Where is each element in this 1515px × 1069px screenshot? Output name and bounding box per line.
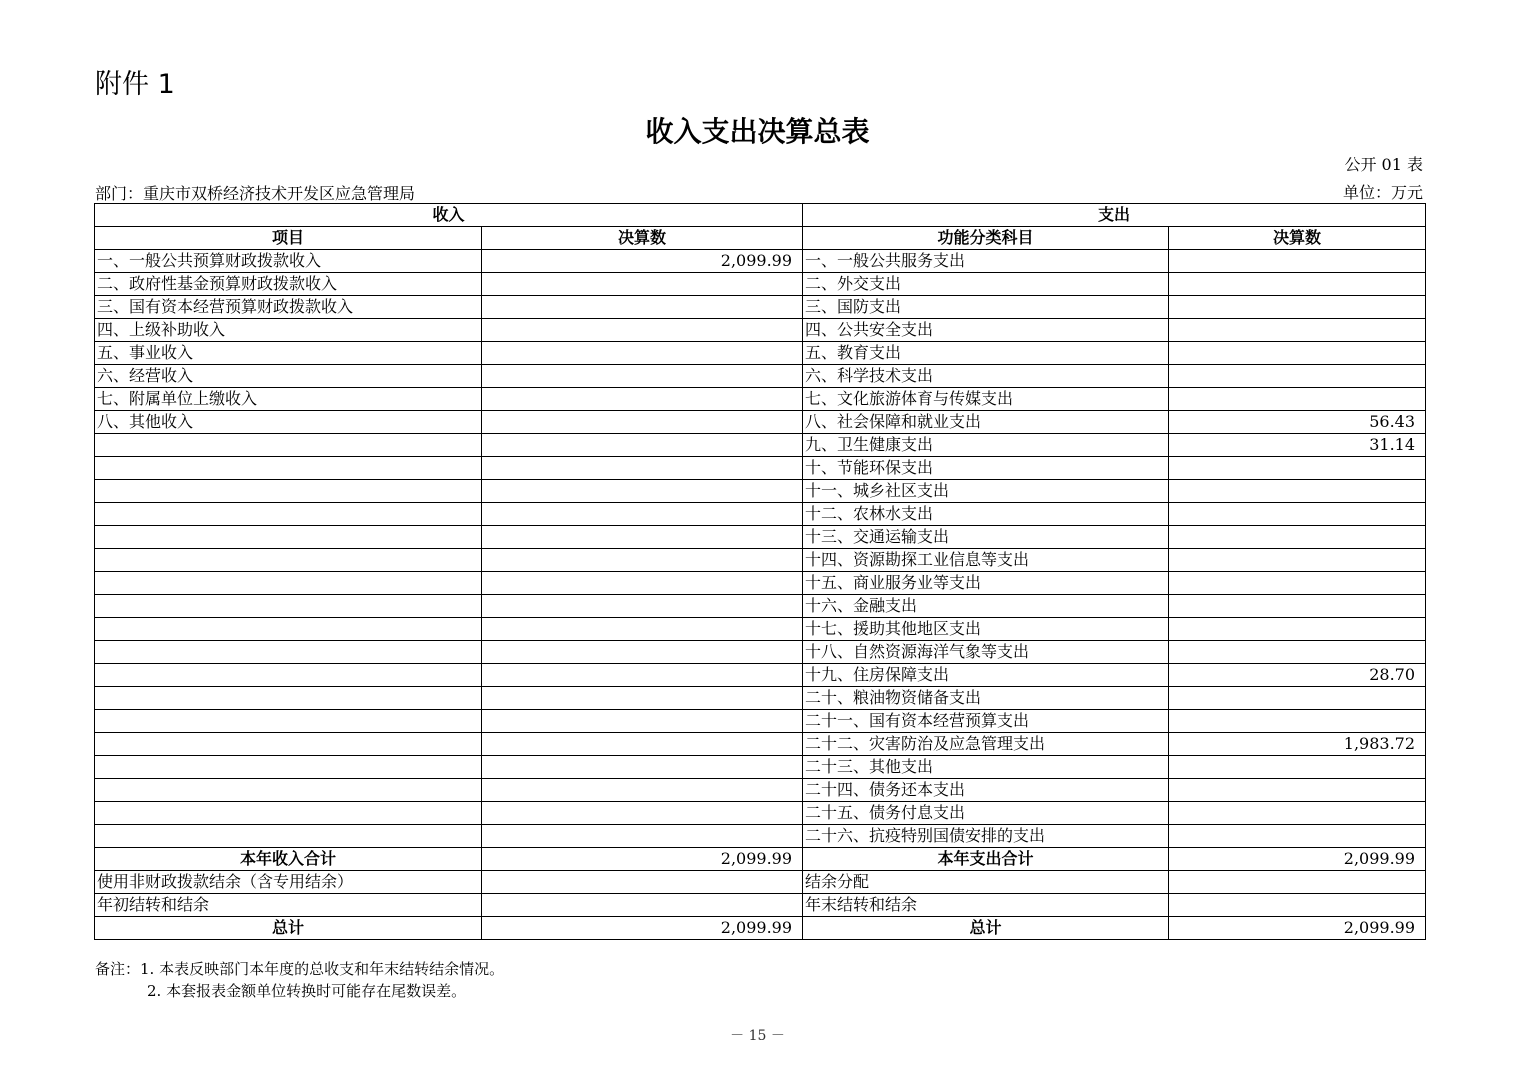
expense-amount-cell bbox=[1169, 319, 1426, 342]
income-amount-cell bbox=[482, 802, 803, 825]
beginning-balance-label: 年初结转和结余 bbox=[95, 894, 482, 917]
expense-amount-cell bbox=[1169, 825, 1426, 848]
expense-category-cell: 八、社会保障和就业支出 bbox=[803, 411, 1169, 434]
page-title: 收入支出决算总表 bbox=[645, 115, 870, 148]
income-amount-cell bbox=[482, 434, 803, 457]
table-row bbox=[95, 526, 1426, 549]
table-row bbox=[95, 342, 1426, 365]
table-row bbox=[95, 641, 1426, 664]
expense-category-cell: 一、一般公共服务支出 bbox=[803, 250, 1169, 273]
income-item-cell: 七、附属单位上缴收入 bbox=[95, 388, 482, 411]
col-header-amount: 决算数 bbox=[482, 227, 803, 250]
table-row bbox=[95, 618, 1426, 641]
income-item-cell bbox=[95, 595, 482, 618]
expense-amount-cell bbox=[1169, 250, 1426, 273]
income-amount-cell bbox=[482, 526, 803, 549]
income-item-cell: 三、国有资本经营预算财政拨款收入 bbox=[95, 296, 482, 319]
income-amount-cell bbox=[482, 687, 803, 710]
table-row bbox=[95, 894, 1426, 917]
income-item-cell bbox=[95, 526, 482, 549]
total-row-annual bbox=[95, 848, 1426, 871]
page-number: － 15 － bbox=[730, 1028, 785, 1044]
income-item-cell bbox=[95, 618, 482, 641]
column-header-row bbox=[95, 227, 1426, 250]
table-row bbox=[95, 710, 1426, 733]
expense-total-label: 本年支出合计 bbox=[803, 848, 1169, 871]
expense-category-cell: 二十一、国有资本经营预算支出 bbox=[803, 710, 1169, 733]
expense-amount-cell bbox=[1169, 756, 1426, 779]
table-row bbox=[95, 664, 1426, 687]
income-item-cell: 四、上级补助收入 bbox=[95, 319, 482, 342]
attachment-label: 附件 1 bbox=[95, 69, 175, 100]
expense-amount-cell: 56.43 bbox=[1169, 411, 1426, 434]
nonfiscal-balance-value bbox=[482, 871, 803, 894]
department-label: 部门：重庆市双桥经济技术开发区应急管理局 bbox=[95, 184, 416, 203]
table-row bbox=[95, 319, 1426, 342]
income-item-cell bbox=[95, 756, 482, 779]
income-amount-cell bbox=[482, 572, 803, 595]
table-row bbox=[95, 457, 1426, 480]
income-section-header: 收入 bbox=[95, 204, 803, 227]
income-amount-cell bbox=[482, 756, 803, 779]
income-item-cell bbox=[95, 549, 482, 572]
income-item-cell bbox=[95, 687, 482, 710]
table-row bbox=[95, 595, 1426, 618]
expense-category-cell: 二十二、灾害防治及应急管理支出 bbox=[803, 733, 1169, 756]
income-item-cell bbox=[95, 572, 482, 595]
income-amount-cell bbox=[482, 480, 803, 503]
income-total-value: 2,099.99 bbox=[482, 848, 803, 871]
income-amount-cell bbox=[482, 618, 803, 641]
expense-category-cell: 七、文化旅游体育与传媒支出 bbox=[803, 388, 1169, 411]
table-row bbox=[95, 273, 1426, 296]
expense-amount-cell bbox=[1169, 342, 1426, 365]
expense-grand-total-value: 2,099.99 bbox=[1169, 917, 1426, 940]
expense-category-cell: 五、教育支出 bbox=[803, 342, 1169, 365]
expense-amount-cell bbox=[1169, 457, 1426, 480]
expense-amount-cell: 31.14 bbox=[1169, 434, 1426, 457]
income-item-cell: 二、政府性基金预算财政拨款收入 bbox=[95, 273, 482, 296]
expense-amount-cell bbox=[1169, 388, 1426, 411]
table-row bbox=[95, 825, 1426, 848]
expense-category-cell: 六、科学技术支出 bbox=[803, 365, 1169, 388]
income-item-cell: 五、事业收入 bbox=[95, 342, 482, 365]
expense-amount-cell bbox=[1169, 365, 1426, 388]
table-row bbox=[95, 365, 1426, 388]
income-item-cell bbox=[95, 664, 482, 687]
expense-amount-cell: 28.70 bbox=[1169, 664, 1426, 687]
expense-category-cell: 十、节能环保支出 bbox=[803, 457, 1169, 480]
income-amount-cell bbox=[482, 595, 803, 618]
grand-total-row bbox=[95, 917, 1426, 940]
expense-category-cell: 二十六、抗疫特别国债安排的支出 bbox=[803, 825, 1169, 848]
expense-amount-cell bbox=[1169, 572, 1426, 595]
income-amount-cell bbox=[482, 457, 803, 480]
expense-category-cell: 二、外交支出 bbox=[803, 273, 1169, 296]
income-amount-cell bbox=[482, 319, 803, 342]
income-amount-cell bbox=[482, 733, 803, 756]
expense-category-cell: 二十五、债务付息支出 bbox=[803, 802, 1169, 825]
expense-grand-total-label: 总计 bbox=[803, 917, 1169, 940]
expense-category-cell: 十二、农林水支出 bbox=[803, 503, 1169, 526]
expense-amount-cell bbox=[1169, 687, 1426, 710]
expense-category-cell: 十八、自然资源海洋气象等支出 bbox=[803, 641, 1169, 664]
ending-balance-value bbox=[1169, 894, 1426, 917]
table-row bbox=[95, 802, 1426, 825]
table-row bbox=[95, 411, 1426, 434]
income-grand-total-value: 2,099.99 bbox=[482, 917, 803, 940]
nonfiscal-balance-label: 使用非财政拨款结余（含专用结余） bbox=[95, 871, 482, 894]
income-amount-cell bbox=[482, 641, 803, 664]
income-item-cell bbox=[95, 503, 482, 526]
expense-total-value: 2,099.99 bbox=[1169, 848, 1426, 871]
income-amount-cell bbox=[482, 664, 803, 687]
expense-category-cell: 四、公共安全支出 bbox=[803, 319, 1169, 342]
expense-amount-cell: 1,983.72 bbox=[1169, 733, 1426, 756]
income-item-cell bbox=[95, 733, 482, 756]
note-line-2: 2. 本套报表金额单位转换时可能存在尾数误差。 bbox=[147, 982, 467, 1000]
income-item-cell bbox=[95, 825, 482, 848]
table-number: 公开 01 表 bbox=[1344, 155, 1423, 174]
expense-amount-cell bbox=[1169, 779, 1426, 802]
table-row bbox=[95, 549, 1426, 572]
table-row bbox=[95, 779, 1426, 802]
table-row bbox=[95, 687, 1426, 710]
income-amount-cell bbox=[482, 779, 803, 802]
income-amount-cell bbox=[482, 825, 803, 848]
income-item-cell bbox=[95, 710, 482, 733]
expense-category-cell: 十九、住房保障支出 bbox=[803, 664, 1169, 687]
beginning-balance-value bbox=[482, 894, 803, 917]
balance-distribution-value bbox=[1169, 871, 1426, 894]
income-item-cell: 六、经营收入 bbox=[95, 365, 482, 388]
expense-amount-cell bbox=[1169, 802, 1426, 825]
section-header-row bbox=[95, 204, 1426, 227]
income-item-cell bbox=[95, 641, 482, 664]
balance-distribution-label: 结余分配 bbox=[803, 871, 1169, 894]
table-row bbox=[95, 572, 1426, 595]
expense-amount-cell bbox=[1169, 296, 1426, 319]
expense-category-cell: 十四、资源勘探工业信息等支出 bbox=[803, 549, 1169, 572]
income-expense-table bbox=[94, 203, 1426, 940]
col-header-item: 项目 bbox=[95, 227, 482, 250]
table-row bbox=[95, 388, 1426, 411]
income-total-label: 本年收入合计 bbox=[95, 848, 482, 871]
income-amount-cell bbox=[482, 411, 803, 434]
income-item-cell bbox=[95, 434, 482, 457]
expense-category-cell: 十五、商业服务业等支出 bbox=[803, 572, 1169, 595]
income-item-cell: 一、一般公共预算财政拨款收入 bbox=[95, 250, 482, 273]
income-item-cell bbox=[95, 802, 482, 825]
expense-amount-cell bbox=[1169, 710, 1426, 733]
table-row bbox=[95, 434, 1426, 457]
income-amount-cell bbox=[482, 549, 803, 572]
expense-category-cell: 十七、援助其他地区支出 bbox=[803, 618, 1169, 641]
income-amount-cell: 2,099.99 bbox=[482, 250, 803, 273]
col-header-amount-expense: 决算数 bbox=[1169, 227, 1426, 250]
expense-category-cell: 九、卫生健康支出 bbox=[803, 434, 1169, 457]
income-item-cell bbox=[95, 480, 482, 503]
income-amount-cell bbox=[482, 710, 803, 733]
expense-amount-cell bbox=[1169, 595, 1426, 618]
notes bbox=[95, 958, 504, 1002]
expense-amount-cell bbox=[1169, 273, 1426, 296]
expense-section-header: 支出 bbox=[803, 204, 1426, 227]
note-line-1: 备注：1. 本表反映部门本年度的总收支和年末结转结余情况。 bbox=[95, 960, 505, 978]
income-amount-cell bbox=[482, 273, 803, 296]
expense-amount-cell bbox=[1169, 480, 1426, 503]
expense-amount-cell bbox=[1169, 618, 1426, 641]
table-row bbox=[95, 733, 1426, 756]
income-amount-cell bbox=[482, 342, 803, 365]
expense-category-cell: 十一、城乡社区支出 bbox=[803, 480, 1169, 503]
expense-category-cell: 二十四、债务还本支出 bbox=[803, 779, 1169, 802]
ending-balance-label: 年末结转和结余 bbox=[803, 894, 1169, 917]
income-amount-cell bbox=[482, 503, 803, 526]
unit-label: 单位：万元 bbox=[1342, 183, 1423, 202]
income-item-cell: 八、其他收入 bbox=[95, 411, 482, 434]
expense-amount-cell bbox=[1169, 526, 1426, 549]
expense-category-cell: 二十三、其他支出 bbox=[803, 756, 1169, 779]
income-amount-cell bbox=[482, 365, 803, 388]
expense-category-cell: 二十、粮油物资储备支出 bbox=[803, 687, 1169, 710]
expense-category-cell: 三、国防支出 bbox=[803, 296, 1169, 319]
expense-amount-cell bbox=[1169, 503, 1426, 526]
table-row bbox=[95, 871, 1426, 894]
expense-amount-cell bbox=[1169, 641, 1426, 664]
income-grand-total-label: 总计 bbox=[95, 917, 482, 940]
table-row bbox=[95, 250, 1426, 273]
expense-amount-cell bbox=[1169, 549, 1426, 572]
table-row bbox=[95, 503, 1426, 526]
income-item-cell bbox=[95, 457, 482, 480]
income-item-cell bbox=[95, 779, 482, 802]
table-row bbox=[95, 296, 1426, 319]
expense-category-cell: 十三、交通运输支出 bbox=[803, 526, 1169, 549]
table-row bbox=[95, 480, 1426, 503]
expense-category-cell: 十六、金融支出 bbox=[803, 595, 1169, 618]
col-header-category: 功能分类科目 bbox=[803, 227, 1169, 250]
income-amount-cell bbox=[482, 388, 803, 411]
table-row bbox=[95, 756, 1426, 779]
income-amount-cell bbox=[482, 296, 803, 319]
